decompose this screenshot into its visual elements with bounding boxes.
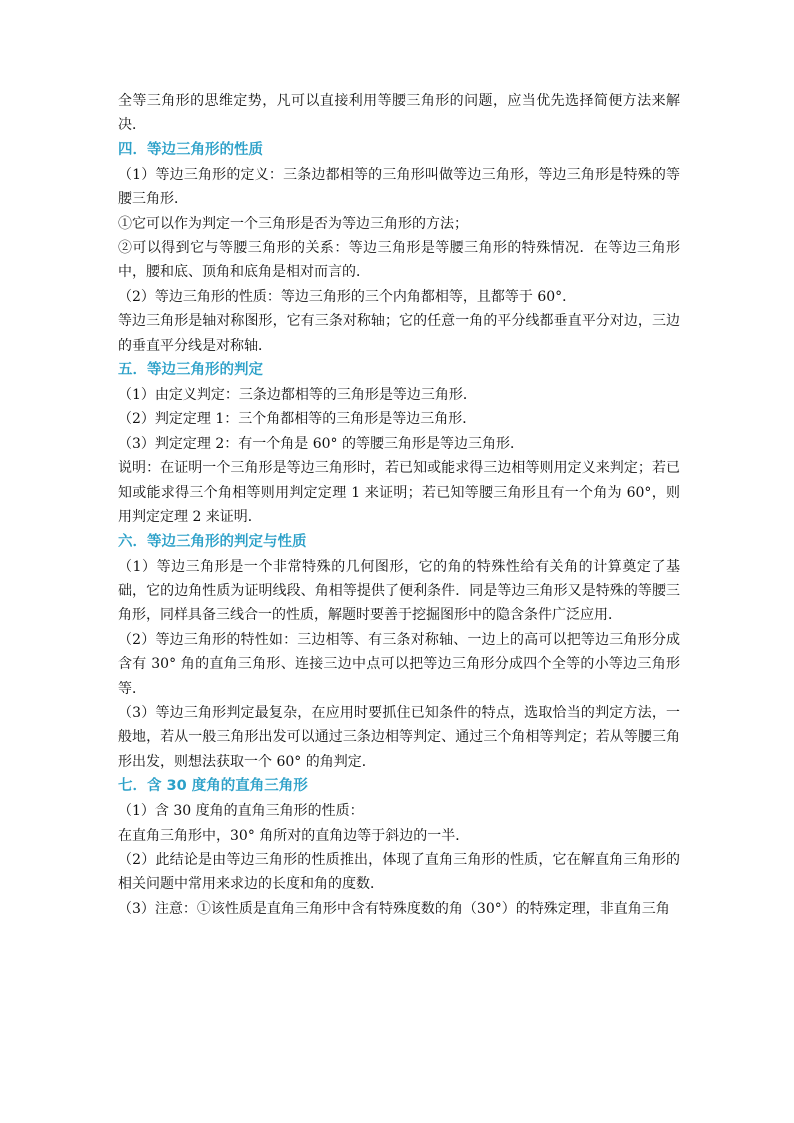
section-heading: 五．等边三角形的判定 bbox=[118, 362, 263, 379]
paragraph: （2）等边三角形的性质：等边三角形的三个内角都相等，且都等于 60°． bbox=[118, 288, 577, 305]
paragraph: ②可以得到它与等腰三角形的关系：等边三角形是等腰三角形的特殊情况．在等边三角形中，腰和底、顶角和底角是相对而言的． bbox=[118, 240, 680, 281]
paragraph: （1）含 30 度角的直角三角形的性质： bbox=[118, 803, 364, 820]
paragraph: 全等三角形的思维定势，凡可以直接利用等腰三角形的问题，应当优先选择简便方法来解决． bbox=[118, 93, 680, 134]
paragraph: （3）注意：①该性质是直角三角形中含有特殊度数的角（30°）的特殊定理，非直角三角 bbox=[118, 900, 670, 917]
paragraph: 等边三角形是轴对称图形，它有三条对称轴；它的任意一角的平分线都垂直平分对边，三边的垂直平分线是对称轴． bbox=[118, 313, 680, 354]
paragraph: （1）等边三角形是一个非常特殊的几何图形，它的角的特殊性给有关角的计算奠定了基础，它的边角性质为证明线段、角相等提供了便利条件．同是等边三角形又是特殊的等腰三角形，同样具备三线合一的性质，解题时要善于挖掘图形中的隐含条件广泛应用． bbox=[118, 558, 680, 624]
paragraph: 在直角三角形中，30° 角所对的直角边等于斜边的一半． bbox=[118, 827, 470, 844]
paragraph: （2）此结论是由等边三角形的性质推出，体现了直角三角形的性质，它在解直角三角形的相关问题中常用来求边的长度和角的度数． bbox=[118, 851, 680, 893]
paragraph: （3）等边三角形判定最复杂，在应用时要抓住已知条件的特点，选取恰当的判定方法，一般地，若从一般三角形出发可以通过三条边相等判定、通过三个角相等判定；若从等腰三角形出发，则想法获取一个 60° 的角判定． bbox=[118, 704, 680, 770]
paragraph: 说明：在证明一个三角形是等边三角形时，若已知或能求得三边相等则用定义来判定；若已知或能求得三个角相等则用判定定理 1 来证明；若已知等腰三角形且有一个角为 60°，则用判定定理 2 来证明． bbox=[118, 460, 680, 526]
paragraph: ①它可以作为判定一个三角形是否为等边三角形的方法； bbox=[118, 215, 468, 232]
section-heading: 六．等边三角形的判定与性质 bbox=[118, 533, 307, 550]
paragraph: （1）由定义判定：三条边都相等的三角形是等边三角形． bbox=[118, 387, 477, 404]
paragraph: （2）等边三角形的特性如：三边相等、有三条对称轴、一边上的高可以把等边三角形分成含有 30° 角的直角三角形、连接三边中点可以把等边三角形分成四个全等的小等边三角形等． bbox=[118, 631, 680, 697]
document-body bbox=[118, 89, 680, 921]
section-heading: 四．等边三角形的性质 bbox=[118, 141, 263, 158]
section-heading: 七．含 30 度角的直角三角形 bbox=[118, 778, 308, 795]
paragraph: （3）判定定理 2：有一个角是 60° 的等腰三角形是等边三角形． bbox=[118, 435, 524, 452]
paragraph: （2）判定定理 1：三个角都相等的三角形是等边三角形． bbox=[118, 411, 477, 428]
paragraph: （1）等边三角形的定义：三条边都相等的三角形叫做等边三角形，等边三角形是特殊的等腰三角形． bbox=[118, 166, 680, 208]
